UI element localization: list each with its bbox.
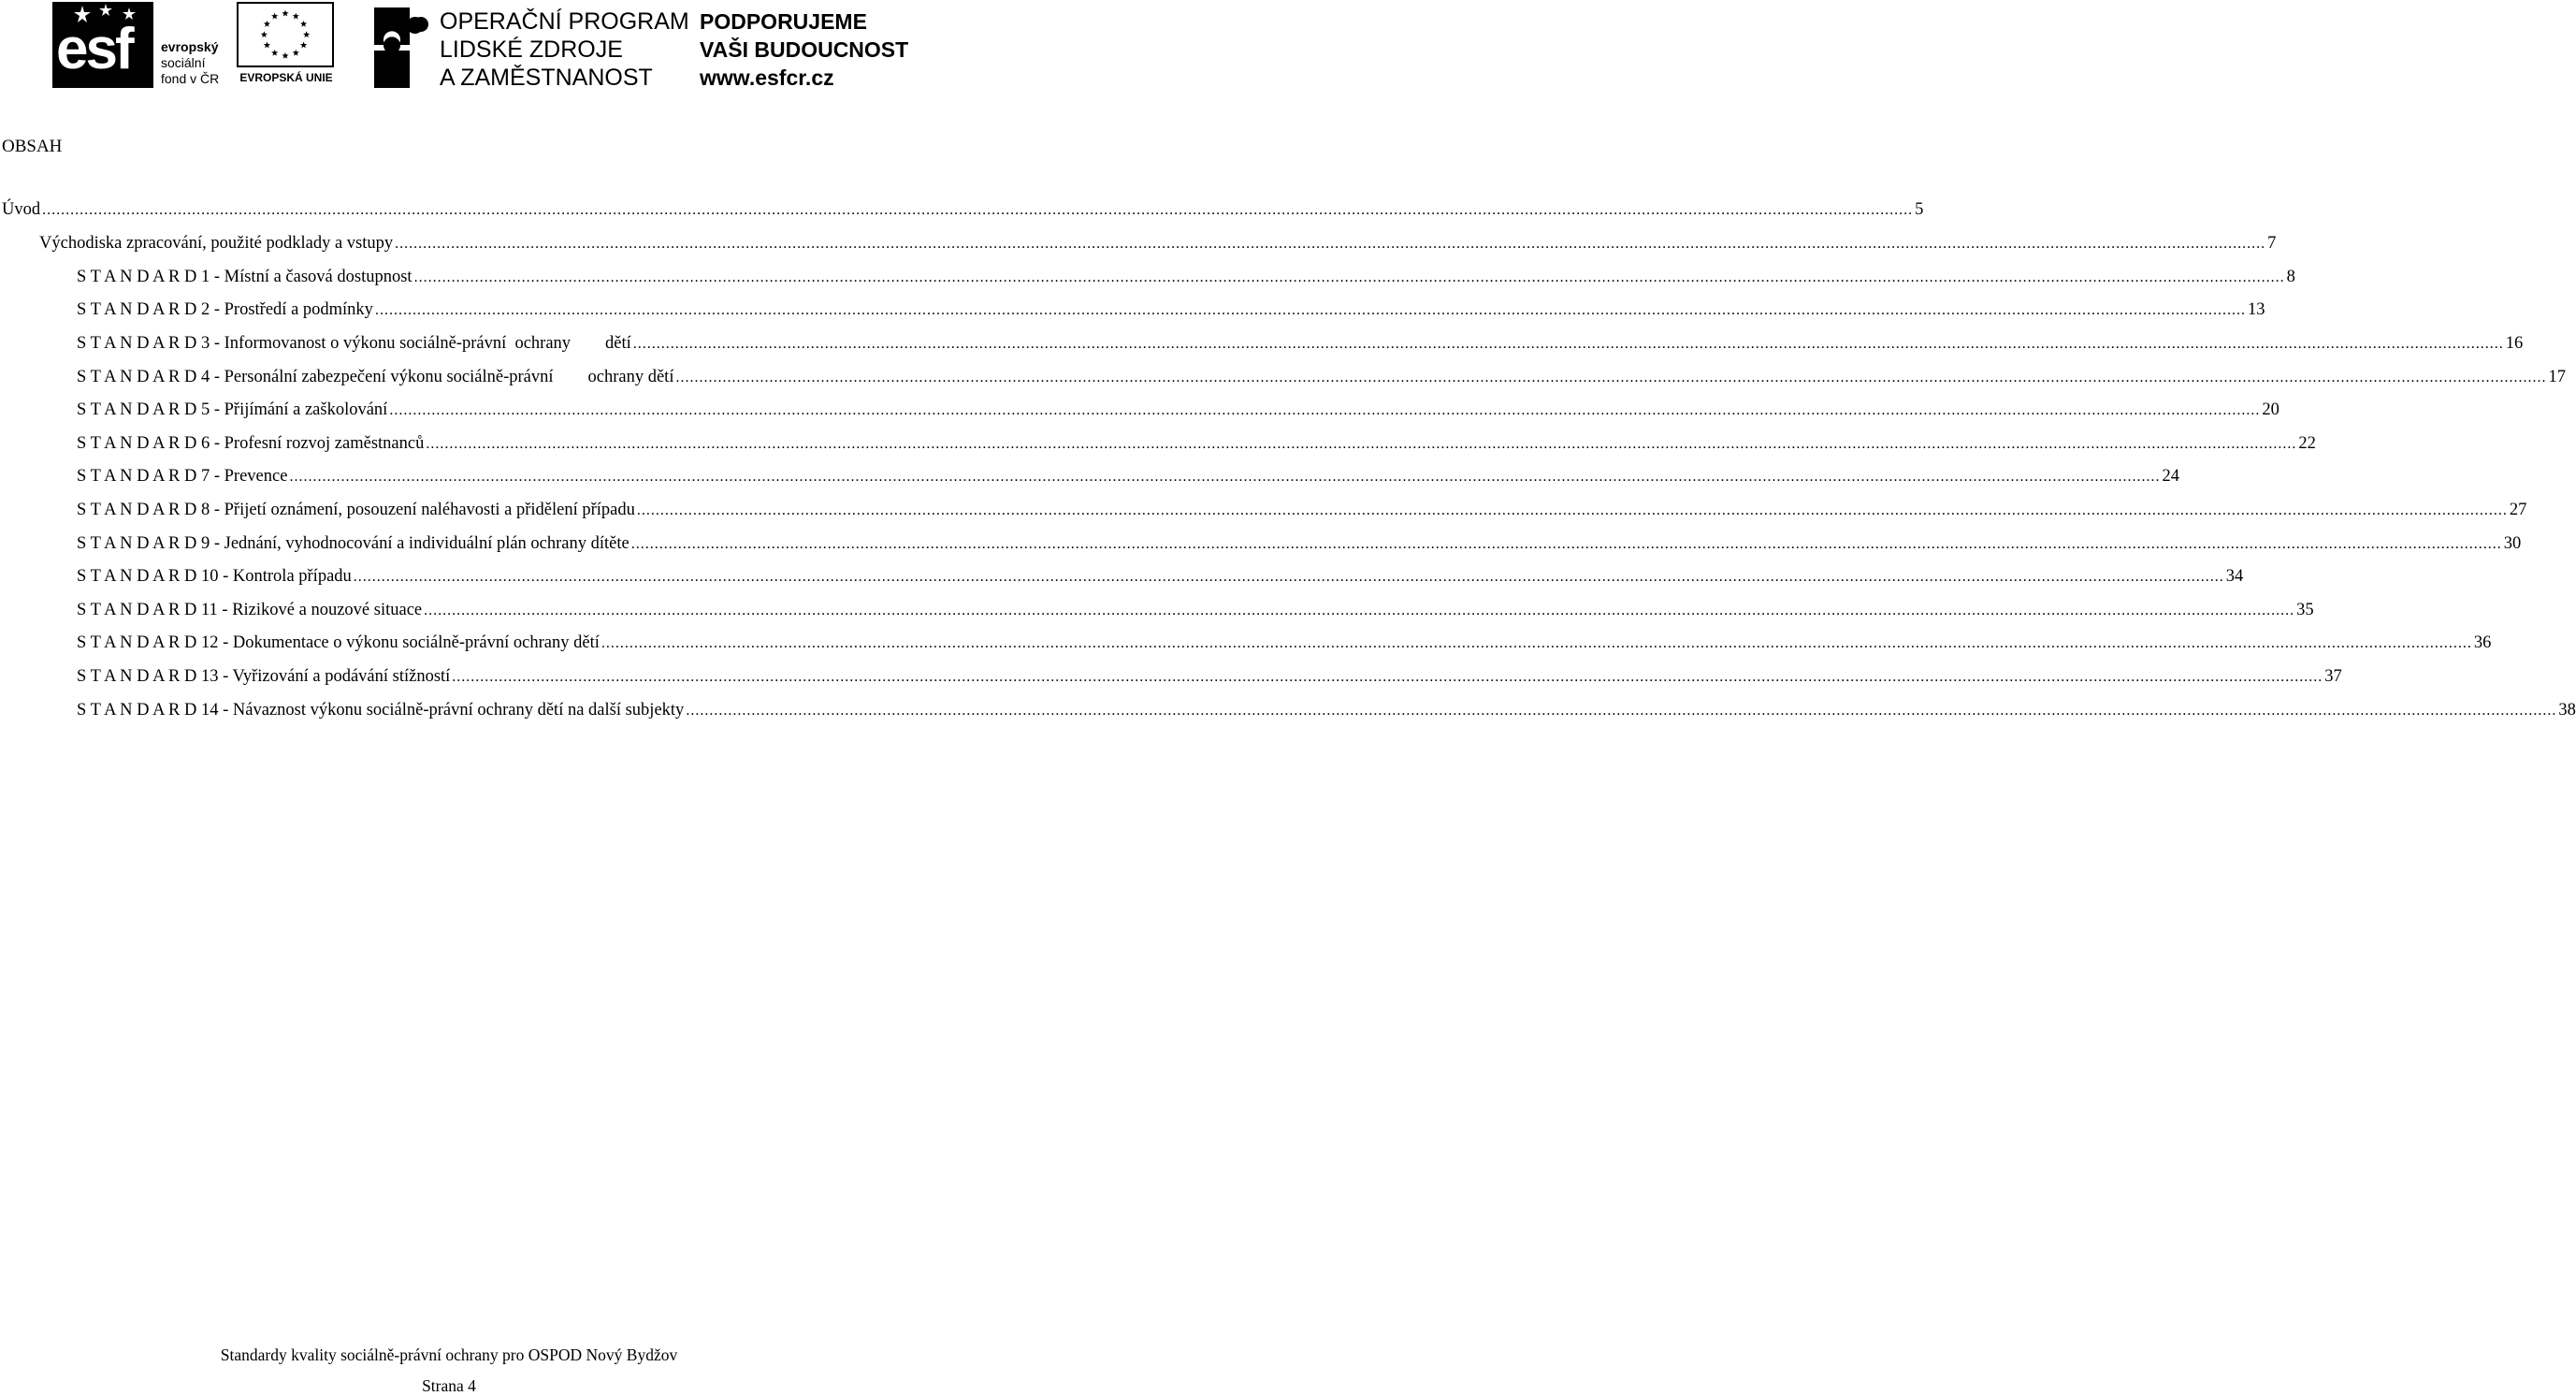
toc-entry-page: 22 (2298, 434, 2316, 453)
esf-line2: sociální (161, 55, 206, 70)
toc-entry-page: 38 (2558, 701, 2576, 720)
toc-entry-label: S T A N D A R D 4 - Personální zabezpečení výkonu sociálně-právní ochrany dětí (77, 368, 674, 386)
support-url[interactable]: www.esfcr.cz (700, 65, 834, 90)
eu-stars-icon (237, 2, 334, 67)
eu-star (293, 50, 299, 56)
toc-dot-leader: ................................................................................................................................................................................................................................................................................................................................................................................................................ (42, 202, 1914, 218)
footer-title: Standardy kvality sociálně-právní ochrany pro OSPOD Nový Bydžov (220, 1345, 678, 1364)
toc-entry[interactable] (77, 534, 2522, 557)
toc-entry[interactable] (77, 400, 2279, 423)
toc-entry-label: S T A N D A R D 13 - Vyřizování a podávání stížností (77, 667, 451, 686)
toc-dot-leader: ................................................................................................................................................................................................................................................................................................................................................................................................................ (353, 569, 2224, 585)
toc-entry[interactable] (39, 234, 2277, 256)
toc-entry[interactable] (77, 567, 2244, 589)
toc-dot-leader: ................................................................................................................................................................................................................................................................................................................................................................................................................ (395, 236, 2266, 252)
esf-line1: evropský (161, 39, 219, 54)
toc-entry[interactable] (77, 601, 2314, 623)
toc-entry-label: S T A N D A R D 12 - Dokumentace o výkonu sociálně-právní ochrany dětí (77, 633, 600, 652)
toc-entry-label: S T A N D A R D 1 - Místní a časová dostupnost (77, 268, 412, 286)
toc-entry-page: 34 (2225, 567, 2244, 586)
toc-dot-leader: ................................................................................................................................................................................................................................................................................................................................................................................................................ (424, 603, 2295, 618)
toc-dot-leader: ................................................................................................................................................................................................................................................................................................................................................................................................................ (289, 469, 2161, 485)
toc-entry-page: 8 (2286, 268, 2295, 286)
toc-entry[interactable] (77, 268, 2295, 290)
esf-logo-text (161, 39, 219, 87)
toc-dot-leader: ................................................................................................................................................................................................................................................................................................................................................................................................................ (374, 302, 2246, 318)
eu-star (264, 42, 270, 49)
toc-entry-label: S T A N D A R D 9 - Jednání, vyhodnocování a individuální plán ochrany dítěte (77, 534, 630, 553)
toc-entry-page: 30 (2503, 534, 2522, 553)
toc-entry[interactable] (77, 467, 2179, 489)
esf-mark: esf (56, 17, 132, 81)
support-slogan (700, 7, 908, 92)
toc-dot-leader: ................................................................................................................................................................................................................................................................................................................................................................................................................ (413, 269, 2285, 285)
toc-entry-label: S T A N D A R D 5 - Přijímání a zaškolování (77, 400, 388, 419)
header-logos (0, 0, 909, 94)
op-line3: A ZAMĚSTNANOST (440, 65, 653, 91)
toc-dot-leader: ................................................................................................................................................................................................................................................................................................................................................................................................................ (675, 370, 2547, 385)
toc-entry[interactable] (77, 300, 2265, 323)
footer-page-number: Strana 4 (422, 1376, 476, 1395)
eu-star (264, 21, 270, 27)
toc-entry-page: 27 (2509, 501, 2527, 519)
page-title: OBSAH (2, 137, 63, 156)
toc-entry-page: 5 (1915, 200, 1924, 219)
eu-star (303, 31, 310, 37)
op-logo (372, 2, 689, 91)
eu-label: EVROPSKÁ UNIE (239, 71, 333, 84)
toc-entry-label: Východiska zpracování, použité podklady a vstupy (39, 234, 394, 253)
toc-entry[interactable] (77, 501, 2527, 523)
toc-dot-leader: ................................................................................................................................................................................................................................................................................................................................................................................................................ (389, 402, 2261, 418)
toc-entry-page: 13 (2247, 300, 2265, 319)
toc-entry-page: 35 (2296, 601, 2314, 619)
op-line2: LIDSKÉ ZDROJE (440, 36, 623, 63)
toc-entry-label: Úvod (2, 200, 41, 219)
toc-entry-label: S T A N D A R D 11 - Rizikové a nouzové situace (77, 601, 423, 619)
toc-dot-leader: ................................................................................................................................................................................................................................................................................................................................................................................................................ (452, 669, 2323, 685)
toc-entry-page: 24 (2162, 467, 2179, 486)
toc-entry[interactable] (77, 334, 2524, 356)
toc-dot-leader: ................................................................................................................................................................................................................................................................................................................................................................................................................ (632, 336, 2504, 352)
toc-entry-label: S T A N D A R D 2 - Prostředí a podmínky (77, 300, 373, 319)
toc-entry[interactable] (77, 368, 2566, 390)
toc-entry[interactable] (77, 667, 2342, 690)
toc-entry-page: 36 (2473, 633, 2492, 652)
support-line2: VAŠI BUDOUCNOST (700, 37, 909, 62)
toc-entry[interactable] (2, 200, 1924, 223)
toc-dot-leader: ................................................................................................................................................................................................................................................................................................................................................................................................................ (686, 703, 2557, 719)
toc-dot-leader: ................................................................................................................................................................................................................................................................................................................................................................................................................ (636, 502, 2508, 518)
eu-star (282, 52, 288, 59)
toc-entry[interactable] (77, 633, 2492, 656)
support-line1: PODPORUJEME (700, 9, 867, 34)
eu-star (300, 42, 307, 49)
toc-entry-page: 37 (2324, 667, 2342, 686)
toc-entry-label: S T A N D A R D 3 - Informovanost o výkonu sociálně-právní ochrany dětí (77, 334, 631, 353)
toc-dot-leader: ................................................................................................................................................................................................................................................................................................................................................................................................................ (426, 436, 2297, 452)
esf-line3: fond v ČR (161, 71, 220, 86)
eu-star (300, 21, 307, 27)
eu-star (271, 13, 278, 20)
eu-logo (234, 2, 339, 90)
toc-entry[interactable] (77, 434, 2316, 457)
toc-entry-label: S T A N D A R D 6 - Profesní rozvoj zaměstnanců (77, 434, 425, 453)
toc-dot-leader: ................................................................................................................................................................................................................................................................................................................................................................................................................ (601, 635, 2472, 651)
eu-star (261, 31, 268, 37)
toc-entry-label: S T A N D A R D 7 - Prevence (77, 467, 288, 486)
eu-star (282, 10, 288, 17)
toc-dot-leader: ................................................................................................................................................................................................................................................................................................................................................................................................................ (630, 536, 2502, 552)
op-line1: OPERAČNÍ PROGRAM (440, 8, 689, 35)
toc-entry-label: S T A N D A R D 10 - Kontrola případu (77, 567, 352, 586)
toc-entry-label: S T A N D A R D 14 - Návaznost výkonu sociálně-právní ochrany dětí na další subjekty (77, 701, 685, 720)
toc-entry-page: 20 (2262, 400, 2279, 419)
esf-logo-mark-background (52, 2, 153, 88)
esf-logo (52, 2, 230, 90)
puzzle-person-icon (372, 2, 430, 90)
eu-star (271, 50, 278, 56)
toc-entry-label: S T A N D A R D 8 - Přijetí oznámení, posouzení naléhavosti a přidělení případu (77, 501, 635, 519)
toc-entry[interactable] (77, 701, 2576, 723)
toc-entry-page: 17 (2548, 368, 2566, 386)
toc-entry-page: 16 (2505, 334, 2524, 353)
op-logo-text (440, 7, 689, 92)
eu-star (293, 13, 299, 20)
toc-entry-page: 7 (2267, 234, 2277, 253)
